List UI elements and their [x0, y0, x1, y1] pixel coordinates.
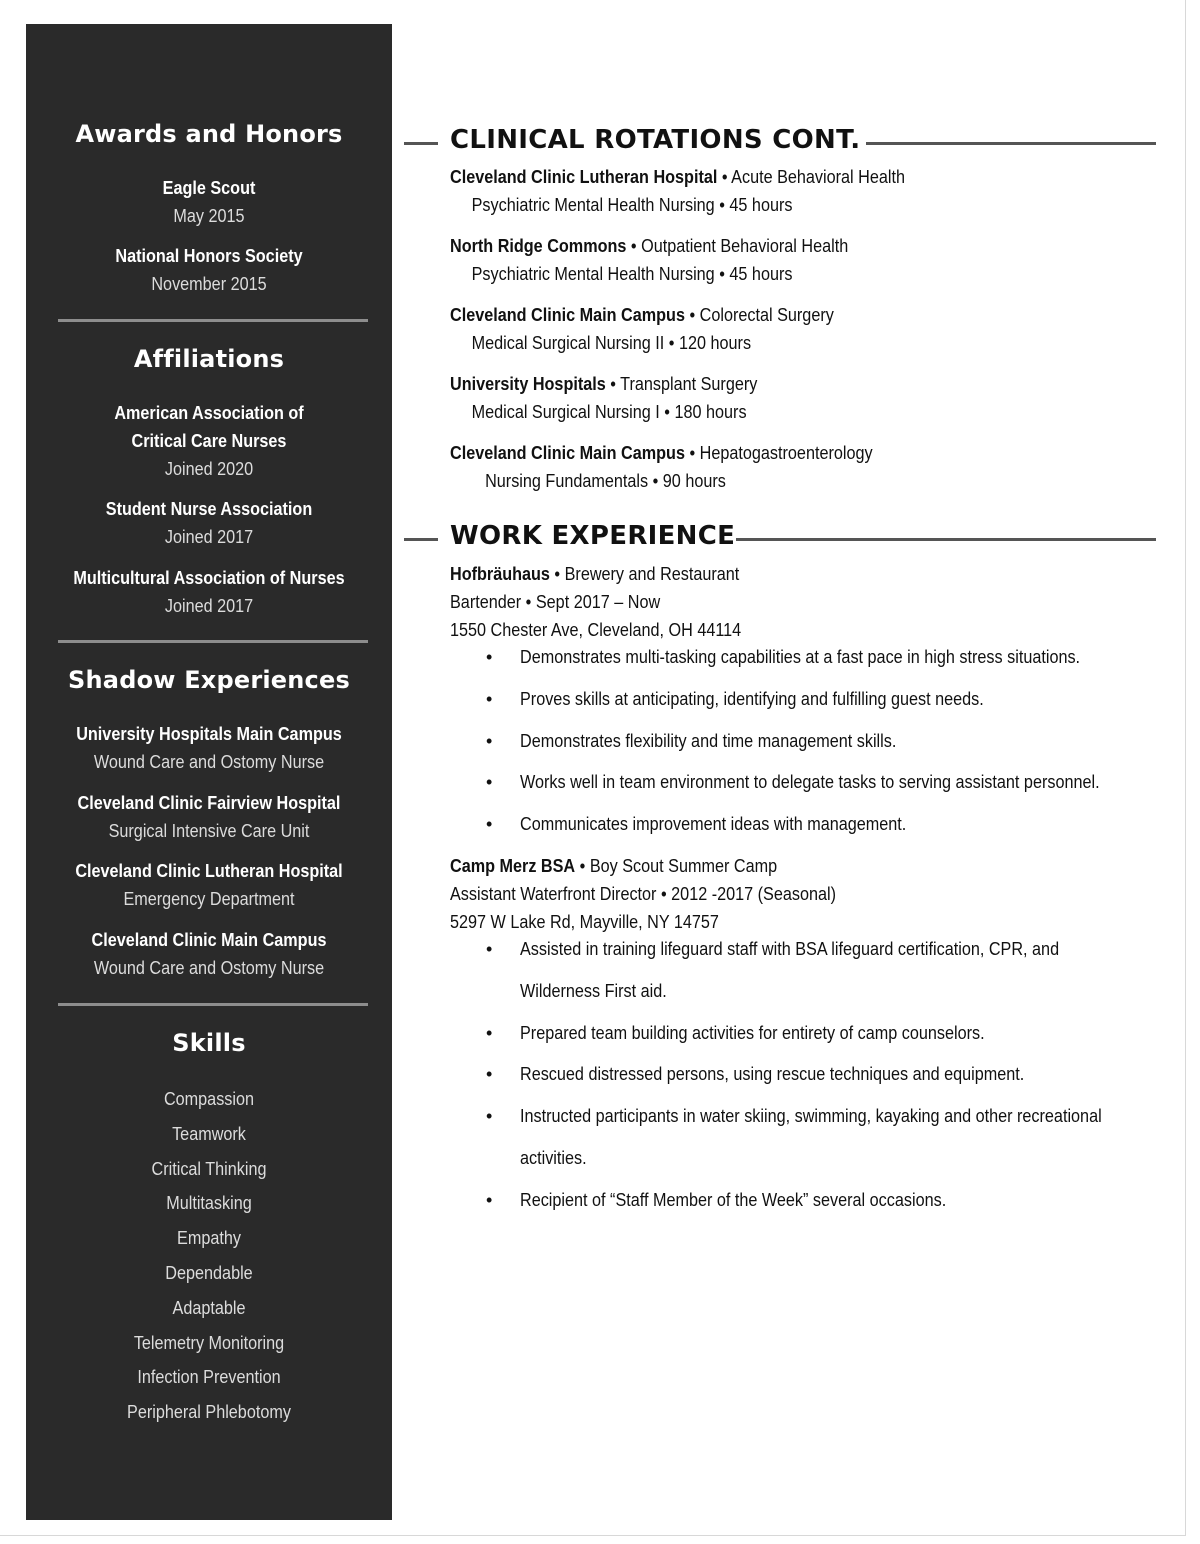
rotation-entry — [450, 163, 1170, 219]
job-employer: Camp Merz BSA — [450, 856, 576, 876]
separator: • — [525, 592, 532, 612]
clinical-section-header — [404, 125, 1156, 161]
bullet-item: • Works well in team environment to delegate tasks to serving assistant personnel. — [482, 762, 1162, 804]
affiliation-item — [26, 564, 392, 620]
skill-item: Empathy — [177, 1228, 241, 1249]
rotation-course: Nursing Fundamentals — [485, 471, 649, 491]
skill-item: Multitasking — [166, 1193, 252, 1214]
shadow-site: Cleveland Clinic Main Campus — [91, 930, 327, 950]
skill-item: Infection Prevention — [137, 1367, 281, 1388]
work-section-header — [404, 521, 1156, 557]
bullet-icon: • — [486, 772, 493, 793]
job-role: Bartender — [450, 592, 522, 612]
shadow-site: Cleveland Clinic Lutheran Hospital — [75, 861, 343, 881]
rotation-site: North Ridge Commons — [450, 236, 627, 256]
affiliation-joined: Joined 2017 — [164, 596, 254, 616]
separator: • — [719, 264, 725, 284]
skill-item: Telemetry Monitoring — [133, 1332, 285, 1353]
rotation-entry — [450, 232, 1170, 288]
skill-item: Dependable — [165, 1262, 253, 1283]
job-type: Brewery and Restaurant — [564, 564, 740, 584]
job-address: 1550 Chester Ave, Cleveland, OH 44114 — [450, 620, 742, 640]
award-date: November 2015 — [151, 274, 267, 294]
rotation-entry — [450, 301, 1170, 357]
rotation-unit: Colorectal Surgery — [699, 305, 834, 325]
bullet-item: • Rescued distressed persons, using rescue techniques and equipment. — [482, 1054, 1162, 1096]
separator: • — [610, 374, 616, 394]
rotation-course: Psychiatric Mental Health Nursing — [471, 195, 715, 215]
rotation-course: Medical Surgical Nursing I — [471, 402, 660, 422]
rotation-hours: 45 hours — [729, 195, 793, 215]
bullet-icon: • — [486, 1064, 493, 1085]
rotation-site: Cleveland Clinic Main Campus — [450, 305, 685, 325]
rotation-hours: 45 hours — [729, 264, 793, 284]
award-item — [26, 242, 392, 298]
affiliation-joined: Joined 2017 — [164, 527, 254, 547]
awards-heading: Awards and Honors — [75, 120, 343, 148]
job-entry — [450, 560, 1170, 644]
separator: • — [630, 236, 637, 256]
affiliation-item — [26, 399, 392, 483]
sidebar-divider — [58, 640, 368, 643]
affiliations-heading: Affiliations — [133, 345, 285, 373]
skill-item: Critical Thinking — [151, 1158, 267, 1179]
separator: • — [689, 443, 696, 463]
skill-item: Adaptable — [172, 1297, 246, 1318]
shadow-role: Surgical Intensive Care Unit — [108, 821, 310, 841]
rotation-site: Cleveland Clinic Lutheran Hospital — [450, 167, 718, 187]
section-rule — [866, 142, 1156, 145]
rotation-unit: Acute Behavioral Health — [731, 167, 905, 187]
affiliation-joined: Joined 2020 — [164, 459, 254, 479]
job-bullets — [482, 929, 1162, 1222]
separator: • — [721, 167, 728, 187]
affiliation-title-cont: Critical Care Nurses — [131, 431, 287, 451]
section-rule — [736, 538, 1156, 541]
rotation-course: Medical Surgical Nursing II — [471, 333, 665, 353]
shadow-item — [26, 857, 392, 913]
separator: • — [652, 471, 659, 491]
affiliation-item — [26, 495, 392, 551]
separator: • — [660, 884, 667, 904]
separator: • — [719, 195, 725, 215]
clinical-heading: CLINICAL ROTATIONS CONT. — [450, 125, 861, 155]
bullet-icon: • — [486, 730, 493, 751]
rotation-unit: Transplant Surgery — [620, 374, 758, 394]
award-item — [26, 174, 392, 230]
rotation-site: University Hospitals — [450, 374, 606, 394]
bullet-item: • Demonstrates multi-tasking capabilities at a fast pace in high stress situations. — [482, 637, 1162, 679]
rotation-entry — [450, 370, 1170, 426]
rotation-hours: 180 hours — [674, 402, 747, 422]
shadow-site: Cleveland Clinic Fairview Hospital — [77, 793, 341, 813]
bullet-icon: • — [486, 1106, 493, 1127]
affiliation-title: Student Nurse Association — [105, 499, 313, 519]
bullet-icon: • — [486, 939, 493, 959]
shadow-role: Wound Care and Ostomy Nurse — [93, 958, 325, 978]
shadow-heading: Shadow Experiences — [68, 666, 350, 694]
rotation-course: Psychiatric Mental Health Nursing — [471, 264, 715, 284]
shadow-item — [26, 789, 392, 845]
job-type: Boy Scout Summer Camp — [589, 856, 778, 876]
bullet-item: • Prepared team building activities for entirety of camp counselors. — [482, 1013, 1162, 1055]
bullet-icon: • — [486, 814, 493, 835]
sidebar — [26, 24, 392, 1520]
shadow-role: Emergency Department — [123, 889, 295, 909]
separator: • — [579, 856, 586, 876]
bullet-item: • Instructed participants in water skiing, swimming, kayaking and other recreational activities. — [482, 1096, 1162, 1180]
skill-item: Compassion — [163, 1089, 255, 1109]
award-title: Eagle Scout — [162, 178, 256, 198]
job-address: 5297 W Lake Rd, Mayville, NY 14757 — [450, 912, 719, 932]
bullet-item: • Recipient of “Staff Member of the Week” several occasions. — [482, 1180, 1162, 1222]
separator: • — [664, 402, 670, 422]
job-employer: Hofbräuhaus — [450, 564, 550, 584]
job-bullets — [482, 637, 1162, 846]
affiliation-title: Multicultural Association of Nurses — [73, 568, 345, 588]
rotation-unit: Outpatient Behavioral Health — [641, 236, 849, 256]
bullet-item: • Communicates improvement ideas with management. — [482, 804, 1162, 846]
section-rule — [404, 142, 438, 145]
sidebar-divider — [58, 319, 368, 322]
bullet-item: • Proves skills at anticipating, identifying and fulfilling guest needs. — [482, 679, 1162, 721]
skill-item: Teamwork — [172, 1123, 246, 1144]
bullet-icon: • — [486, 647, 493, 667]
job-dates: 2012 -2017 (Seasonal) — [671, 884, 837, 904]
sidebar-divider — [58, 1003, 368, 1006]
rotation-unit: Hepatogastroenterology — [699, 443, 873, 463]
separator: • — [668, 333, 675, 353]
shadow-role: Wound Care and Ostomy Nurse — [93, 752, 325, 772]
shadow-site: University Hospitals Main Campus — [76, 724, 342, 744]
bullet-item: • Demonstrates flexibility and time management skills. — [482, 721, 1162, 763]
separator: • — [689, 305, 696, 325]
bullet-item: • Assisted in training lifeguard staff with BSA lifeguard certification, CPR, and Wilderness First aid. — [482, 929, 1162, 1013]
section-rule — [404, 538, 438, 541]
bullet-icon: • — [486, 688, 493, 709]
skills-heading: Skills — [172, 1029, 246, 1057]
shadow-item — [26, 720, 392, 776]
work-heading: WORK EXPERIENCE — [450, 521, 736, 551]
rotation-site: Cleveland Clinic Main Campus — [450, 443, 685, 463]
job-role: Assistant Waterfront Director — [450, 884, 657, 904]
skill-item: Peripheral Phlebotomy — [127, 1402, 291, 1423]
shadow-item — [26, 926, 392, 982]
separator: • — [554, 564, 561, 584]
award-title: National Honors Society — [115, 246, 303, 266]
job-entry — [450, 852, 1170, 936]
rotation-entry — [450, 439, 1170, 495]
bullet-icon: • — [486, 1022, 493, 1043]
job-dates: Sept 2017 – Now — [535, 592, 661, 612]
award-date: May 2015 — [173, 206, 245, 226]
affiliation-title: American Association of — [114, 403, 304, 423]
bullet-icon: • — [486, 1189, 493, 1210]
skills-list — [26, 1082, 392, 1430]
rotation-hours: 90 hours — [662, 471, 726, 491]
rotation-hours: 120 hours — [678, 333, 752, 353]
